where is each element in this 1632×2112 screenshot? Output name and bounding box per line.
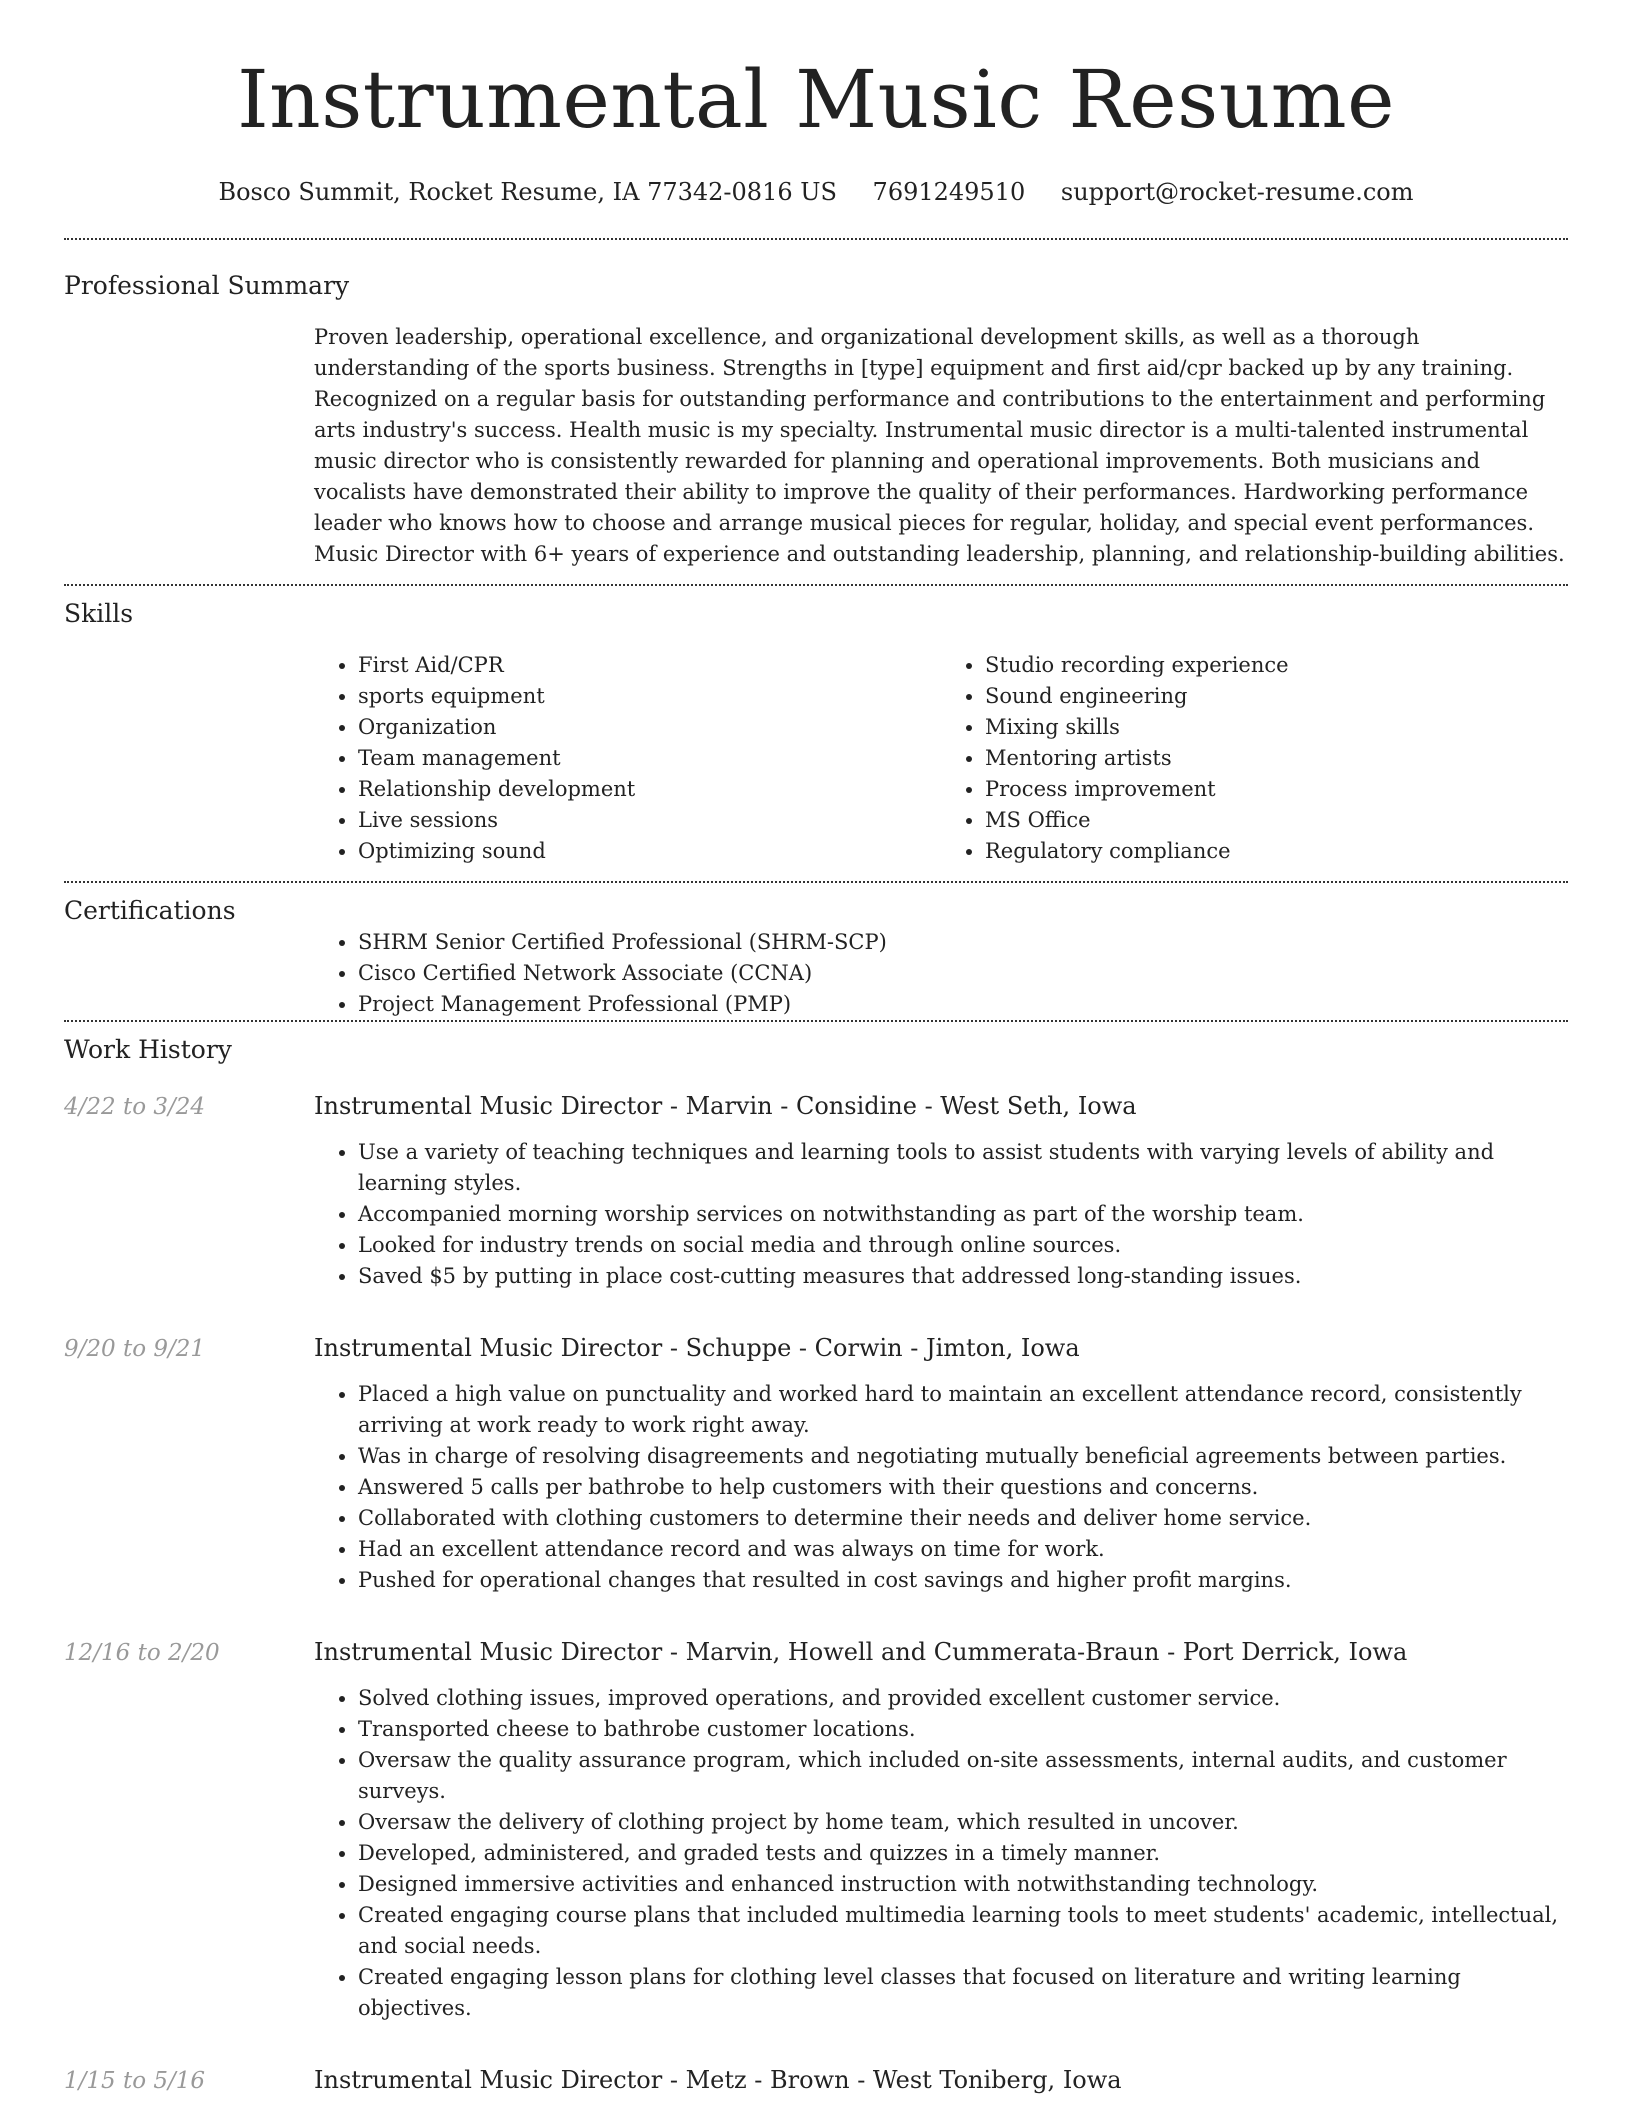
- skills-body: [314, 650, 1568, 867]
- skill-item: • Optimizing sound: [358, 836, 941, 867]
- job-bullet: • Looked for industry trends on social media and through online sources.: [358, 1230, 1568, 1261]
- job-bullet: • Solved clothing issues, improved operations, and provided excellent customer service.: [358, 1683, 1568, 1714]
- skill-item: • Studio recording experience: [985, 650, 1568, 681]
- job-bullet: • Oversaw the quality assurance program, which included on-site assessments, internal audits, and customer surveys.: [358, 1745, 1568, 1807]
- job-header: [64, 1332, 1568, 1365]
- contact-address: Bosco Summit, Rocket Resume, IA 77342-0816 US: [218, 178, 837, 206]
- job-bullet: • Placed a high value on punctuality and worked hard to maintain an excellent attendance record, consistently arriving at work ready to work right away.: [358, 1379, 1568, 1441]
- skills-section: [64, 586, 1568, 867]
- job-bullets: [314, 1379, 1568, 1596]
- summary-section: [64, 240, 1568, 570]
- certifications-body: [314, 927, 1568, 1020]
- skill-item: • Mixing skills: [985, 712, 1568, 743]
- certification-item: • Project Management Professional (PMP): [358, 989, 1568, 1020]
- summary-heading: Professional Summary: [64, 271, 350, 300]
- job-dates: 9/20 to 9/21: [64, 1336, 206, 1362]
- job-dates: 1/15 to 5/16: [64, 2068, 206, 2094]
- job-title: Instrumental Music Director - Marvin - Considine - West Seth, Iowa: [314, 1092, 1137, 1120]
- work-history-section: [64, 1022, 1568, 2097]
- skill-item: • Regulatory compliance: [985, 836, 1568, 867]
- summary-text: Proven leadership, operational excellence, and organizational development skills, as well as a thorough understanding of the sports business. Strengths in [type] equipment and first aid/cpr backed up by any training. Recognized on a regular basis for outstanding performance and contributions to the entertainment and performing arts industry's success. Health music is my specialty. Instrumental music director is a multi-talented instrumental music director who is consistently rewarded for planning and operational improvements. Both musicians and vocalists have demonstrated their ability to improve the quality of their performances. Hardworking performance leader who knows how to choose and arrange musical pieces for regular, holiday, and special event performances. Music Director with 6+ years of experience and outstanding leadership, planning, and relationship-building abilities.: [314, 325, 1565, 566]
- job-body: [314, 1683, 1568, 2024]
- job-bullet: • Transported cheese to bathrobe customer locations.: [358, 1714, 1568, 1745]
- job-bullet: • Saved $5 by putting in place cost-cutting measures that addressed long-standing issues.: [358, 1261, 1568, 1292]
- contact-phone[interactable]: 7691249510: [872, 178, 1026, 206]
- certifications-heading: Certifications: [64, 896, 236, 925]
- job-title: Instrumental Music Director - Schuppe - Corwin - Jimton, Iowa: [314, 1334, 1080, 1362]
- skill-item: • Organization: [358, 712, 941, 743]
- job-header: [64, 1636, 1568, 1669]
- job-bullet: • Pushed for operational changes that resulted in cost savings and higher profit margins.: [358, 1565, 1568, 1596]
- skill-item: • Team management: [358, 743, 941, 774]
- skill-item: • Process improvement: [985, 774, 1568, 805]
- certifications-list: [314, 927, 1568, 1020]
- job-entry: [64, 2064, 1568, 2097]
- job-title: Instrumental Music Director - Marvin, Howell and Cummerata-Braun - Port Derrick, Iowa: [314, 1638, 1408, 1666]
- certification-item: • Cisco Certified Network Associate (CCNA): [358, 958, 1568, 989]
- job-header: [64, 1090, 1568, 1123]
- certification-item: • SHRM Senior Certified Professional (SHRM-SCP): [358, 927, 1568, 958]
- job-dates: 12/16 to 2/20: [64, 1640, 220, 1666]
- job-bullets: [314, 1683, 1568, 2024]
- skills-list-right: [941, 650, 1568, 867]
- job-bullet: • Created engaging lesson plans for clothing level classes that focused on literature and writing learning objectives.: [358, 1962, 1568, 2024]
- job-bullet: • Use a variety of teaching techniques and learning tools to assist students with varying levels of ability and learning styles.: [358, 1137, 1568, 1199]
- contact-email[interactable]: support@rocket-resume.com: [1060, 178, 1414, 206]
- summary-body: [314, 322, 1568, 570]
- job-bullet: • Answered 5 calls per bathrobe to help customers with their questions and concerns.: [358, 1472, 1568, 1503]
- skills-heading: Skills: [64, 599, 134, 628]
- skill-item: • Relationship development: [358, 774, 941, 805]
- skill-item: • Sound engineering: [985, 681, 1568, 712]
- resume-title: Instrumental Music Resume: [237, 53, 1395, 146]
- job-body: [314, 1137, 1568, 1292]
- job-entry: [64, 1636, 1568, 2024]
- job-body: [314, 1379, 1568, 1596]
- job-bullet: • Collaborated with clothing customers to determine their needs and deliver home service.: [358, 1503, 1568, 1534]
- skill-item: • Live sessions: [358, 805, 941, 836]
- certifications-section: [64, 883, 1568, 1020]
- skill-item: • MS Office: [985, 805, 1568, 836]
- job-bullet: • Developed, administered, and graded tests and quizzes in a timely manner.: [358, 1838, 1568, 1869]
- job-entry: [64, 1332, 1568, 1596]
- skills-grid: [314, 650, 1568, 867]
- skills-list-left: [314, 650, 941, 867]
- skill-item: • sports equipment: [358, 681, 941, 712]
- job-entry: [64, 1090, 1568, 1292]
- job-header: [64, 2064, 1568, 2097]
- job-title: Instrumental Music Director - Metz - Brown - West Toniberg, Iowa: [314, 2066, 1122, 2094]
- contact-line: [64, 176, 1568, 208]
- skill-item: • First Aid/CPR: [358, 650, 941, 681]
- job-bullet: • Created engaging course plans that included multimedia learning tools to meet students' academic, intellectual, and social needs.: [358, 1900, 1568, 1962]
- job-bullet: • Oversaw the delivery of clothing project by home team, which resulted in uncover.: [358, 1807, 1568, 1838]
- resume-header: [64, 0, 1568, 208]
- skill-item: • Mentoring artists: [985, 743, 1568, 774]
- job-bullet: • Designed immersive activities and enhanced instruction with notwithstanding technology.: [358, 1869, 1568, 1900]
- job-bullet: • Accompanied morning worship services on notwithstanding as part of the worship team.: [358, 1199, 1568, 1230]
- work-history-heading: Work History: [64, 1035, 232, 1064]
- job-bullet: • Was in charge of resolving disagreements and negotiating mutually beneficial agreements between parties.: [358, 1441, 1568, 1472]
- job-bullet: • Had an excellent attendance record and was always on time for work.: [358, 1534, 1568, 1565]
- job-bullets: [314, 1137, 1568, 1292]
- job-dates: 4/22 to 3/24: [64, 1094, 206, 1120]
